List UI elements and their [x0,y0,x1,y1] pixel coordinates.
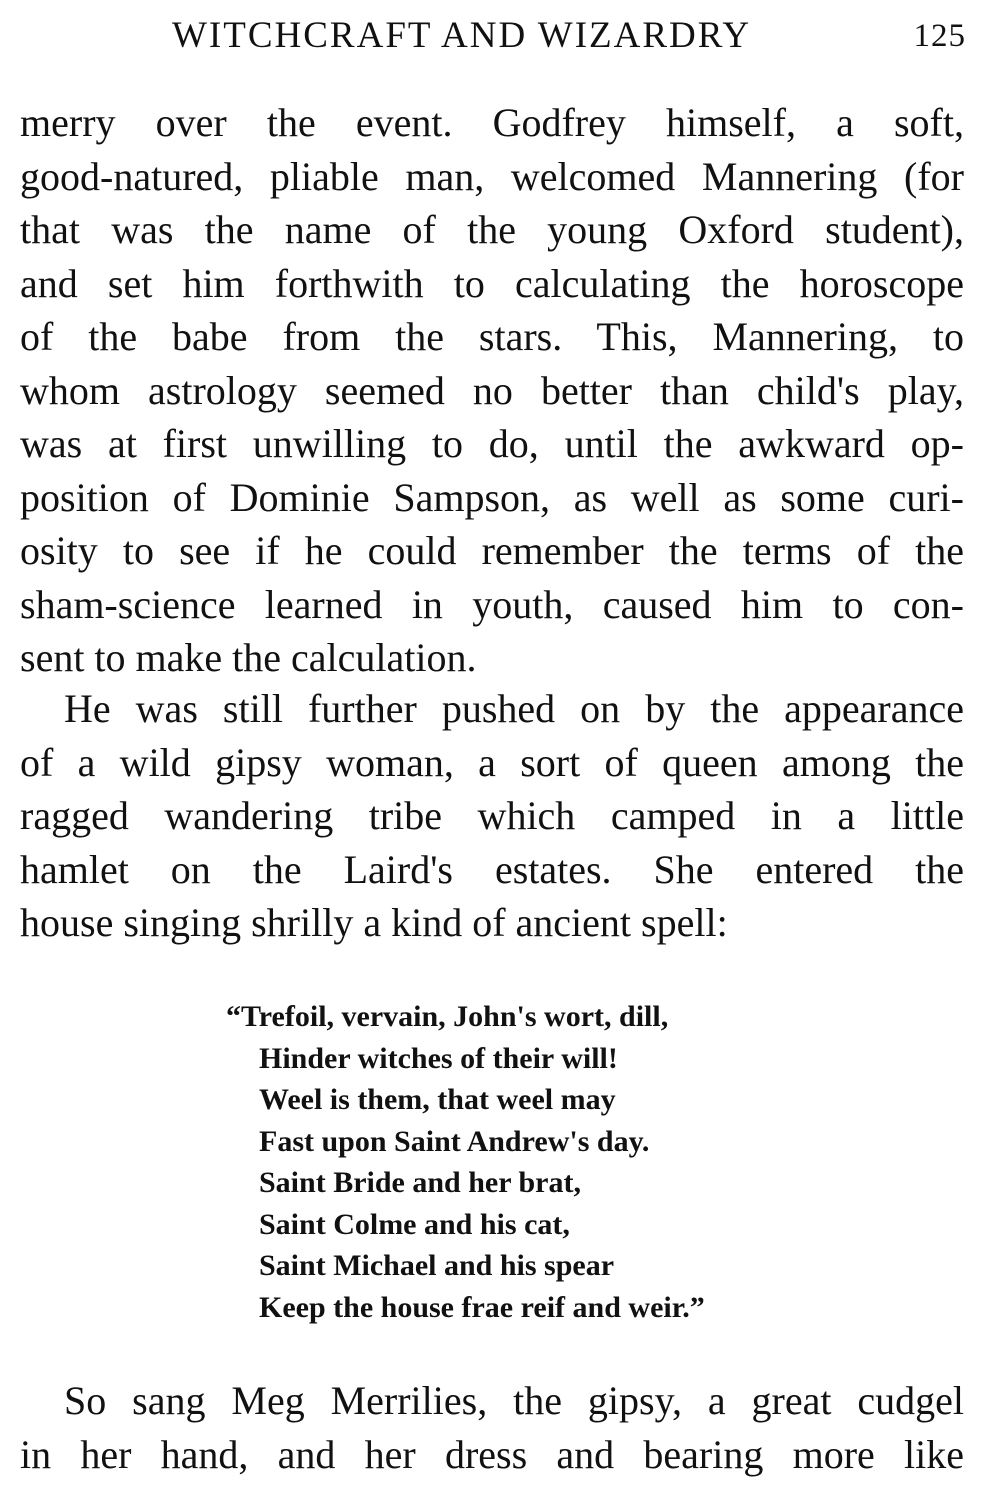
text-line: So sang Meg Merrilies, the gipsy, a great cudgel [64,1378,964,1423]
text-line: good-natured, pliable man, welcomed Mannering (for [20,153,964,199]
verse-line: Saint Bride and her brat, [259,1166,581,1199]
paragraph-meg-merrilies [20,1374,964,1481]
text-line: of the babe from the stars. This, Mannering, to [20,314,964,359]
verse-spell [226,996,826,1328]
text-line: hamlet on the Laird's estates. She entered the [20,846,964,892]
verse-line: Saint Michael and his spear [259,1249,615,1282]
verse-line: Keep the house frae reif and weir.” [259,1290,705,1324]
text-line: sham-science learned in youth, caused him to con- [20,581,964,627]
page-number: 125 [913,18,966,54]
text-line: merry over the event. Godfrey himself, a soft, [20,100,964,145]
text-line: He was still further pushed on by the appearance [64,686,964,731]
text-line: osity to see if he could remember the terms of the [20,528,964,573]
verse-line: Saint Colme and his cat, [259,1207,570,1241]
text-line: ragged wandering tribe which camped in a little [20,793,964,838]
text-line: and set him forthwith to calculating the horoscope [20,260,964,306]
text-line: whom astrology seemed no better than child's play, [20,367,964,413]
text-line: of a wild gipsy woman, a sort of queen among the [20,739,964,785]
text-line: position of Dominie Sampson, as well as some curi- [20,474,964,520]
running-head [22,14,966,64]
text-line: in her hand, and her dress and bearing more like [20,1431,964,1477]
verse-line: “Trefoil, vervain, John's wort, dill, [226,1000,669,1033]
verse-line: Fast upon Saint Andrew's day. [259,1124,650,1158]
verse-line: Hinder witches of their will! [259,1041,618,1075]
paragraph-gipsy-woman [20,682,964,950]
text-line: was at first unwilling to do, until the awkward op- [20,421,964,466]
text-line: house singing shrilly a kind of ancient spell: [20,900,728,945]
paragraph-continuation [20,96,964,685]
text-line: sent to make the calculation. [20,635,477,680]
running-title: WITCHCRAFT AND WIZARDRY [172,15,752,56]
verse-line: Weel is them, that weel may [259,1083,616,1116]
text-line: that was the name of the young Oxford student), [20,207,964,252]
